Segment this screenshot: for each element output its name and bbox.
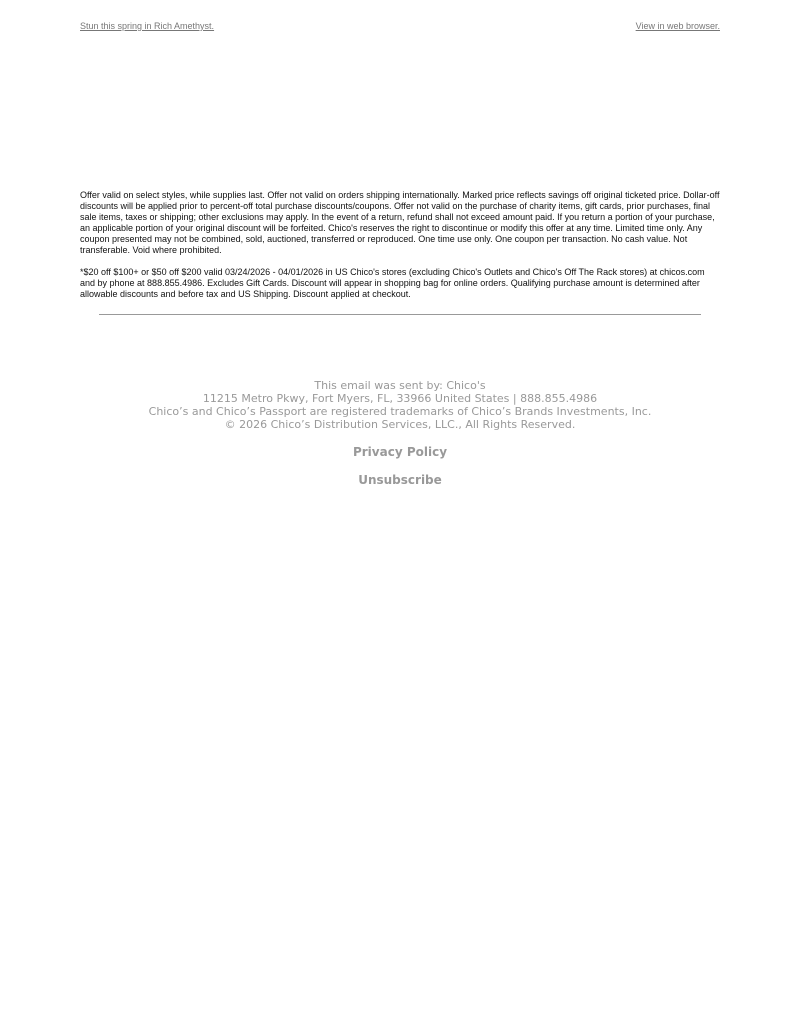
preheader-link[interactable]: Stun this spring in Rich Amethyst. xyxy=(80,21,215,31)
trademark-text: Chico’s and Chico’s Passport are registered trademarks of Chico’s Brands Investments, Inc. xyxy=(148,405,652,418)
view-in-browser-link[interactable]: View in web browser. xyxy=(635,21,720,31)
privacy-policy-link[interactable]: Privacy Policy xyxy=(352,445,448,459)
copyright-text: © 2026 Chico’s Distribution Services, LLC., All Rights Reserved. xyxy=(224,418,576,431)
unsubscribe-link[interactable]: Unsubscribe xyxy=(358,473,442,487)
divider xyxy=(99,314,701,315)
offer-terms-text: Offer valid on select styles, while supplies last. Offer not valid on orders shipping internationally. Marked price reflects savings off original ticketed price. Dollar-off discounts will be applied prior to percent-off total purchase discounts/coupons. Offer not valid on the purchase of charity items, gift cards, prior purchases, final sale items, taxes or shipping; other exclusions may apply. In the event of a return, refund shall not exceed amount paid. If you return a portion of your purchase, an applicable portion of your original discount will be forfeited. Chico's reserves the right to discontinue or modify this offer at any time. Limited time only. Any coupon presented may not be combined, sold, auctioned, transferred or reproduced. One time use only. One coupon per transaction. No cash value. Not transferable. Void where prohibited. xyxy=(80,190,720,255)
address-text: 11215 Metro Pkwy, Fort Myers, FL, 33966 United States | 888.855.4986 xyxy=(202,392,598,405)
sent-by-text: This email was sent by: Chico's xyxy=(314,379,486,392)
discount-terms-text: *$20 off $100+ or $50 off $200 valid 03/24/2026 - 04/01/2026 in US Chico's stores (excluding Chico's Outlets and Chico's Off The Rack stores) at chicos.com and by phone at 888.855.4986. Excludes Gift Cards. Discount will appear in shopping bag for online orders. Qualifying purchase amount is determined after allowable discounts and before tax and US Shipping. Discount applied at checkout. xyxy=(80,267,705,299)
footer-info xyxy=(0,379,800,431)
